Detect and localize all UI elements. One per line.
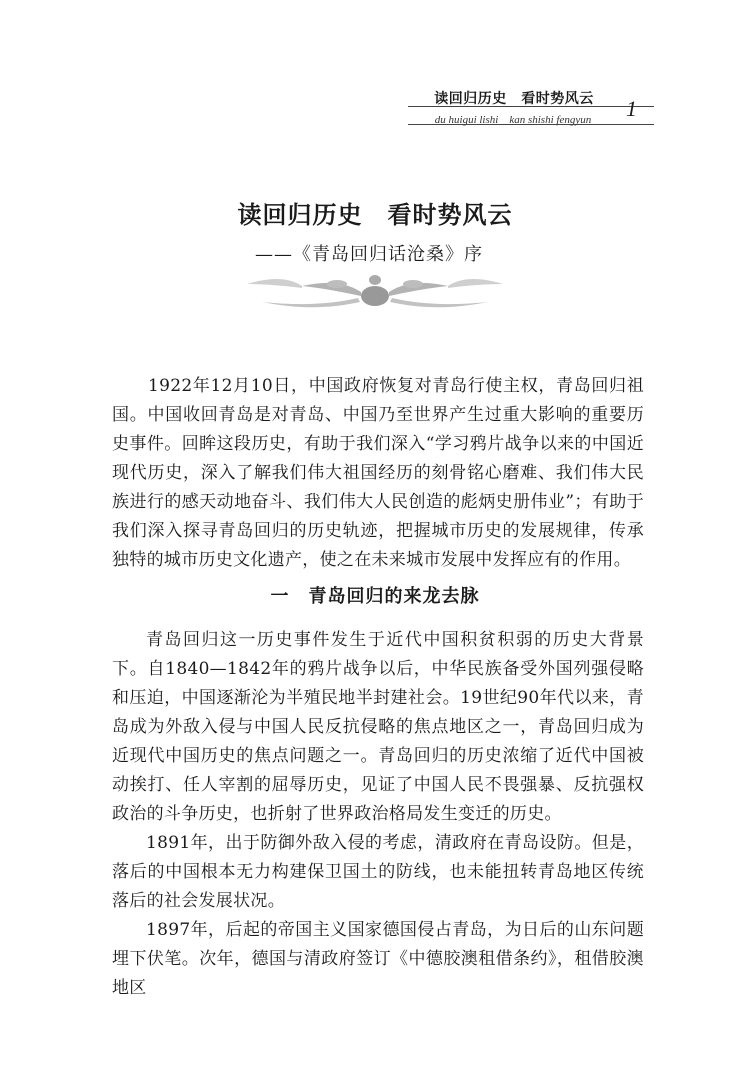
page-number: 1 [626, 96, 637, 121]
article-subtitle: ——《青岛回归话沧桑》序 [255, 244, 483, 265]
header-rule-bottom [408, 124, 654, 125]
paragraph-intro: 1922年12月10日，中国政府恢复对青岛行使主权，青岛回归祖国。中国收回青岛是对青岛、中国乃至世界产生过重大影响的重要历史事件。回眸这段历史，有助于我们深入“学习鸦片战争以来的中国近现代历史，深入了解我们伟大祖国经历的刻骨铭心磨难、我们伟大民族进行的感天动地奋斗、我们伟大人民创造的彪炳史册伟业”；有助于我们深入探寻青岛回归的历史轨迹，把握城市历史的发展规律，传承独特的城市历史文化遗产，使之在未来城市发展中发挥应有的作用。 [112, 376, 644, 570]
running-head-pinyin: du huigui lishi kan shishi fengyun [434, 114, 592, 126]
running-head-title: 读回归历史 看时势风云 [434, 91, 594, 107]
header-rule-top [408, 106, 654, 107]
section-heading: 一 青岛回归的来龙去脉 [270, 586, 480, 607]
floral-ornament-icon [232, 262, 518, 312]
paragraph-background: 青岛回归这一历史事件发生于近代中国积贫积弱的历史大背景下。自1840—1842年的鸦片战争以后，中华民族备受外国列强侵略和压迫，中国逐渐沦为半殖民地半封建社会。19世纪90年代以来，青岛成为外敌入侵与中国人民反抗侵略的焦点地区之一，青岛回归成为近现代中国历史的焦点问题之一。青岛回归的历史浓缩了近代中国被动挨打、任人宰割的屈辱历史，见证了中国人民不畏强暴、反抗强权政治的斗争历史，也折射了世界政治格局发生变迁的历史。 [112, 630, 644, 824]
paragraph-1891: 1891年，出于防御外敌入侵的考虑，清政府在青岛设防。但是，落后的中国根本无力构建保卫国土的防线，也未能扭转青岛地区传统落后的社会发展状况。 [112, 833, 644, 911]
paragraph-1897: 1897年，后起的帝国主义国家德国侵占青岛，为日后的山东问题埋下伏笔。次年，德国与清政府签订《中德胶澳租借条约》，租借胶澳地区 [112, 920, 644, 998]
article-title: 读回归历史 看时势风云 [237, 201, 513, 229]
